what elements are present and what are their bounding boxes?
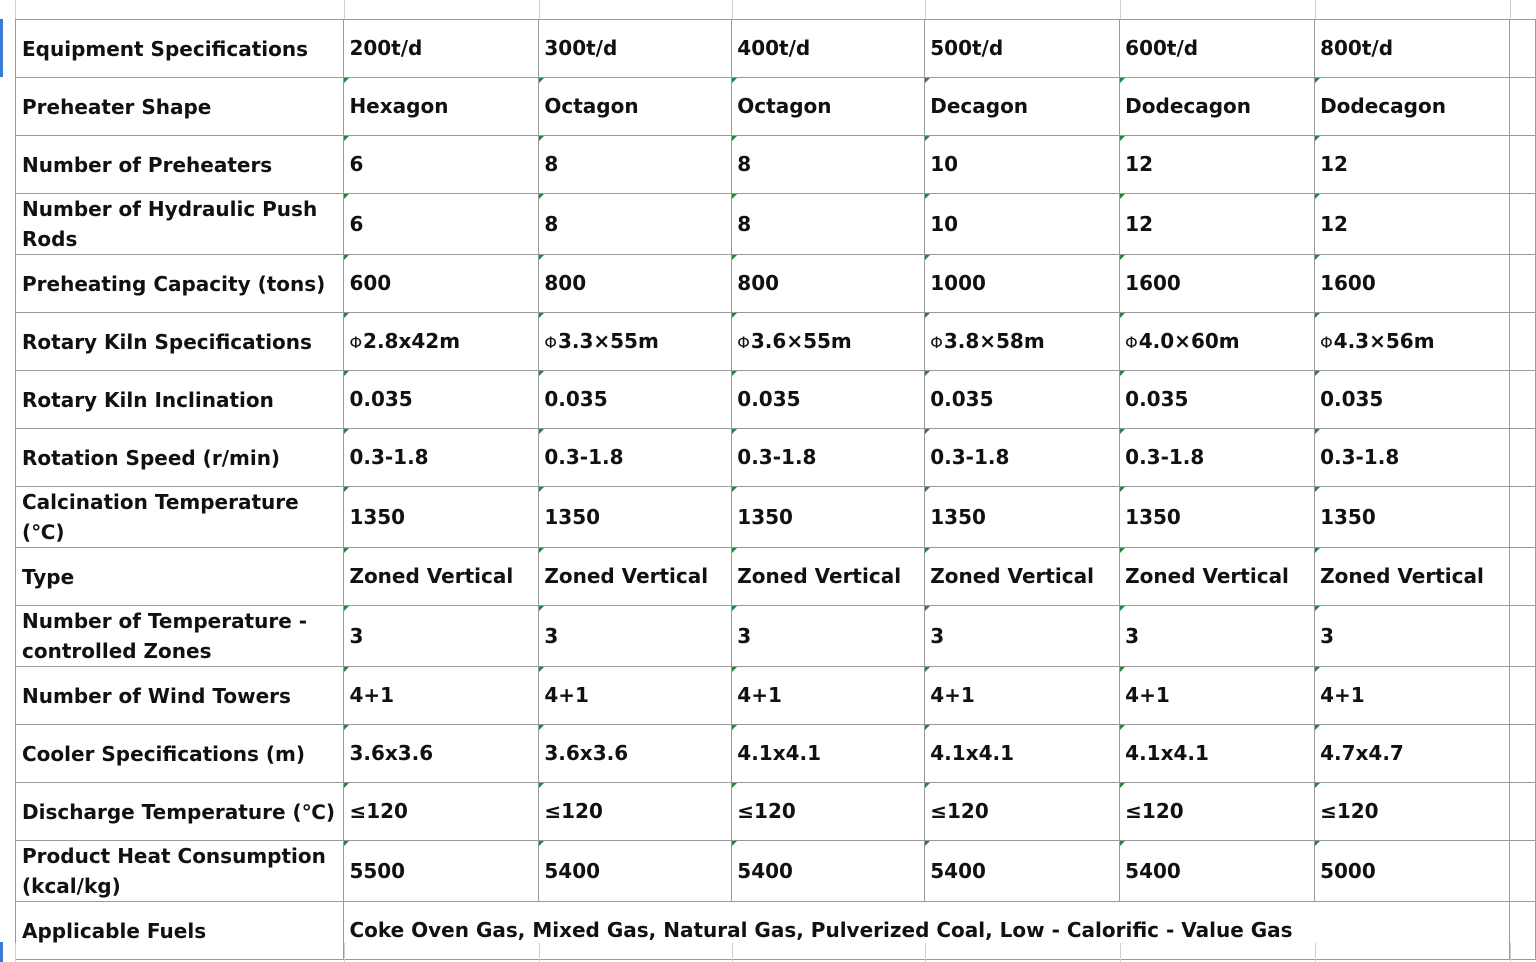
fuels-row	[16, 902, 1536, 960]
gridline	[1315, 0, 1316, 19]
spare-cell[interactable]	[1510, 487, 1536, 548]
spare-cell[interactable]	[1510, 725, 1536, 783]
value-cell[interactable]: 5400	[1120, 841, 1315, 902]
value-cell[interactable]: Zoned Vertical	[1315, 548, 1510, 606]
value-cell[interactable]: 4+1	[1120, 667, 1315, 725]
row-label-cell[interactable]: Rotary Kiln Specifications	[16, 313, 344, 371]
value-cell[interactable]: 1350	[732, 487, 925, 548]
gridline	[925, 943, 926, 962]
value-text: 4.3×56m	[1333, 328, 1435, 353]
gridline	[732, 943, 733, 962]
value-cell[interactable]: Octagon	[732, 78, 925, 136]
value-cell[interactable]: 0.035	[732, 371, 925, 429]
header-cell-capacity[interactable]: 500t/d	[925, 20, 1120, 78]
value-cell[interactable]: 1600	[1315, 255, 1510, 313]
table-row	[16, 194, 1536, 255]
table-row	[16, 606, 1536, 667]
table-row	[16, 725, 1536, 783]
spare-cell[interactable]	[1510, 371, 1536, 429]
row-label-cell[interactable]: Preheating Capacity (tons)	[16, 255, 344, 313]
value-cell[interactable]: 4.1x4.1	[732, 725, 925, 783]
value-cell[interactable]: 0.3-1.8	[344, 429, 539, 487]
gridline	[539, 943, 540, 962]
header-cell-capacity[interactable]: 300t/d	[539, 20, 732, 78]
value-cell[interactable]: ≤120	[1315, 783, 1510, 841]
row-label-cell[interactable]: Type	[16, 548, 344, 606]
header-cell-capacity[interactable]: 400t/d	[732, 20, 925, 78]
table-row	[16, 548, 1536, 606]
value-cell[interactable]: 0.3-1.8	[925, 429, 1120, 487]
table-row	[16, 78, 1536, 136]
value-cell[interactable]: 12	[1315, 136, 1510, 194]
row-label-cell[interactable]: Number of Hydraulic Push Rods	[16, 194, 344, 255]
value-cell[interactable]: 0.035	[344, 371, 539, 429]
value-cell[interactable]: 12	[1120, 136, 1315, 194]
row-label-cell[interactable]: Product Heat Consumption (kcal/kg)	[16, 841, 344, 902]
row-label-cell[interactable]: Number of Preheaters	[16, 136, 344, 194]
value-cell[interactable]: 4.1x4.1	[925, 725, 1120, 783]
value-cell[interactable]: 3	[925, 606, 1120, 667]
value-cell[interactable]: Zoned Vertical	[1120, 548, 1315, 606]
gridline	[925, 0, 926, 19]
spare-cell[interactable]	[1510, 20, 1536, 78]
value-cell[interactable]: 0.3-1.8	[1120, 429, 1315, 487]
value-cell[interactable]: 5400	[732, 841, 925, 902]
value-cell[interactable]: 1000	[925, 255, 1120, 313]
row-label-cell[interactable]: Preheater Shape	[16, 78, 344, 136]
gridline	[15, 943, 16, 962]
value-cell[interactable]: Hexagon	[344, 78, 539, 136]
table-row	[16, 371, 1536, 429]
value-cell[interactable]: 6	[344, 194, 539, 255]
table-row	[16, 313, 1536, 371]
value-cell[interactable]	[539, 313, 732, 371]
value-cell[interactable]: Dodecagon	[1315, 78, 1510, 136]
gridline	[344, 943, 345, 962]
value-text: 3.6×55m	[750, 328, 852, 353]
value-cell[interactable]: 8	[539, 136, 732, 194]
value-cell[interactable]: ≤120	[344, 783, 539, 841]
spare-cell[interactable]	[1510, 841, 1536, 902]
value-cell[interactable]: 0.035	[1315, 371, 1510, 429]
diameter-symbol: Φ	[1125, 332, 1138, 352]
header-cell-capacity[interactable]: 200t/d	[344, 20, 539, 78]
value-cell[interactable]: 0.035	[539, 371, 732, 429]
value-cell[interactable]: 4+1	[732, 667, 925, 725]
value-cell[interactable]: 800	[539, 255, 732, 313]
value-cell[interactable]: 8	[732, 136, 925, 194]
row-label-cell[interactable]: Discharge Temperature (℃)	[16, 783, 344, 841]
value-cell[interactable]: 0.3-1.8	[1315, 429, 1510, 487]
header-cell-capacity[interactable]: 600t/d	[1120, 20, 1315, 78]
value-text: 3.8×58m	[943, 328, 1045, 353]
table-row	[16, 487, 1536, 548]
value-cell[interactable]: 4+1	[344, 667, 539, 725]
gridline	[1120, 943, 1121, 962]
value-cell[interactable]: ≤120	[539, 783, 732, 841]
value-cell[interactable]: 3	[732, 606, 925, 667]
spare-cell[interactable]	[1510, 902, 1536, 960]
value-cell[interactable]: 4+1	[925, 667, 1120, 725]
value-cell[interactable]: 0.3-1.8	[732, 429, 925, 487]
header-row	[16, 20, 1536, 78]
gridline	[344, 0, 345, 19]
value-cell[interactable]: Decagon	[925, 78, 1120, 136]
value-cell[interactable]: 8	[539, 194, 732, 255]
row-label-cell[interactable]: Cooler Specifications (m)	[16, 725, 344, 783]
value-cell[interactable]: 8	[732, 194, 925, 255]
value-cell[interactable]: Dodecagon	[1120, 78, 1315, 136]
spare-cell[interactable]	[1510, 255, 1536, 313]
gridline	[1510, 0, 1511, 19]
value-cell[interactable]: Zoned Vertical	[732, 548, 925, 606]
spare-cell[interactable]	[1510, 783, 1536, 841]
value-cell[interactable]: 0.035	[925, 371, 1120, 429]
value-cell[interactable]	[925, 313, 1120, 371]
value-cell[interactable]: Zoned Vertical	[344, 548, 539, 606]
value-cell[interactable]: 1350	[925, 487, 1120, 548]
value-cell[interactable]: 4.7x4.7	[1315, 725, 1510, 783]
value-cell[interactable]: 0.3-1.8	[539, 429, 732, 487]
value-cell[interactable]	[732, 313, 925, 371]
table-row	[16, 783, 1536, 841]
value-cell[interactable]: 1350	[539, 487, 732, 548]
diameter-symbol: Φ	[930, 332, 943, 352]
spare-cell[interactable]	[1510, 136, 1536, 194]
value-text: 2.8x42m	[363, 328, 461, 353]
value-cell[interactable]: 4+1	[1315, 667, 1510, 725]
value-cell[interactable]: 3	[539, 606, 732, 667]
value-cell[interactable]: 5000	[1315, 841, 1510, 902]
value-cell[interactable]	[1315, 313, 1510, 371]
spare-cell[interactable]	[1510, 548, 1536, 606]
gridline	[732, 0, 733, 19]
row-label-cell[interactable]: Calcination Temperature (℃)	[16, 487, 344, 548]
value-cell[interactable]: Zoned Vertical	[925, 548, 1120, 606]
row-label-cell[interactable]: Rotary Kiln Inclination	[16, 371, 344, 429]
table-row	[16, 667, 1536, 725]
value-cell[interactable]: 3	[1120, 606, 1315, 667]
spare-cell[interactable]	[1510, 78, 1536, 136]
value-cell[interactable]: ≤120	[1120, 783, 1315, 841]
value-cell[interactable]: 10	[925, 136, 1120, 194]
value-cell[interactable]: 4.1x4.1	[1120, 725, 1315, 783]
value-cell[interactable]: 5500	[344, 841, 539, 902]
value-cell[interactable]: 3	[1315, 606, 1510, 667]
value-cell[interactable]: 5400	[539, 841, 732, 902]
value-cell[interactable]: 1350	[344, 487, 539, 548]
value-cell[interactable]: 1600	[1120, 255, 1315, 313]
specifications-table	[15, 19, 1536, 960]
value-cell[interactable]: 3.6x3.6	[539, 725, 732, 783]
header-cell-capacity[interactable]: 800t/d	[1315, 20, 1510, 78]
gridline	[1315, 943, 1316, 962]
value-cell[interactable]: Zoned Vertical	[539, 548, 732, 606]
spare-cell[interactable]	[1510, 313, 1536, 371]
spare-cell[interactable]	[1510, 429, 1536, 487]
gridline	[539, 0, 540, 19]
diameter-symbol: Φ	[349, 332, 363, 352]
value-cell[interactable]: 10	[925, 194, 1120, 255]
value-cell[interactable]: 3	[344, 606, 539, 667]
value-cell[interactable]: 12	[1315, 194, 1510, 255]
value-cell[interactable]: 6	[344, 136, 539, 194]
value-cell[interactable]: ≤120	[925, 783, 1120, 841]
gridline	[1120, 0, 1121, 19]
value-cell[interactable]: Octagon	[539, 78, 732, 136]
value-text: 4.0×60m	[1138, 328, 1240, 353]
selection-marker-top	[0, 19, 3, 77]
value-cell[interactable]	[1120, 313, 1315, 371]
gridline	[1510, 943, 1511, 962]
value-cell[interactable]: 0.035	[1120, 371, 1315, 429]
row-label-cell[interactable]: Rotation Speed (r/min)	[16, 429, 344, 487]
fuels-value-cell[interactable]: Coke Oven Gas, Mixed Gas, Natural Gas, Pulverized Coal, Low - Calorific - Value Gas	[344, 902, 1510, 960]
table-row	[16, 429, 1536, 487]
diameter-symbol: Φ	[737, 332, 750, 352]
value-cell[interactable]: 5400	[925, 841, 1120, 902]
row-label-cell[interactable]: Number of Wind Towers	[16, 667, 344, 725]
diameter-symbol: Φ	[1320, 332, 1333, 352]
table-row	[16, 136, 1536, 194]
gridline	[15, 0, 16, 19]
row-label-cell[interactable]: Number of Temperature - controlled Zones	[16, 606, 344, 667]
value-cell[interactable]: 600	[344, 255, 539, 313]
value-cell[interactable]: 800	[732, 255, 925, 313]
header-cell-label[interactable]: Equipment Specifications	[16, 20, 344, 78]
row-header-strip	[3, 0, 15, 962]
selection-marker-bottom	[0, 942, 3, 962]
table-row	[16, 841, 1536, 902]
row-label-cell[interactable]: Applicable Fuels	[16, 902, 344, 960]
value-cell[interactable]: 12	[1120, 194, 1315, 255]
diameter-symbol: Φ	[544, 332, 557, 352]
value-cell[interactable]: 1350	[1120, 487, 1315, 548]
spare-cell[interactable]	[1510, 606, 1536, 667]
value-cell[interactable]: 4+1	[539, 667, 732, 725]
value-cell[interactable]: ≤120	[732, 783, 925, 841]
spare-cell[interactable]	[1510, 194, 1536, 255]
value-cell[interactable]: 3.6x3.6	[344, 725, 539, 783]
spare-cell[interactable]	[1510, 667, 1536, 725]
value-cell[interactable]	[344, 313, 539, 371]
value-text: 3.3×55m	[557, 328, 659, 353]
table-row	[16, 255, 1536, 313]
value-cell[interactable]: 1350	[1315, 487, 1510, 548]
